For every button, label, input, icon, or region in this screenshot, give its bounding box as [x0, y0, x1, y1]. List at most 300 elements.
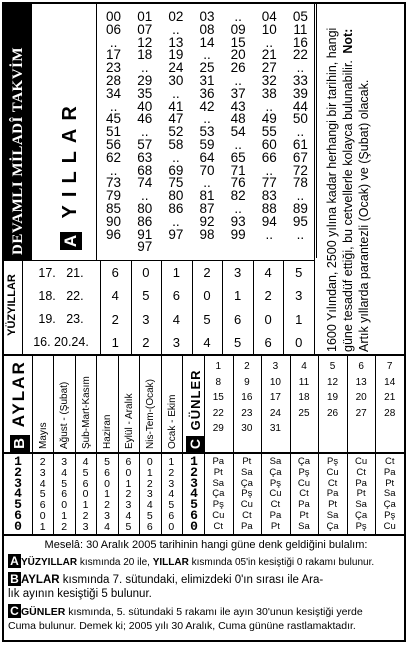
century-value: 4 — [264, 265, 272, 281]
example-b-badge: B — [8, 572, 21, 586]
divider — [161, 454, 162, 534]
digit: 5 — [125, 520, 132, 533]
side-note-bold: Not: — [341, 28, 355, 54]
day-name-column — [261, 457, 290, 533]
digit: 5 — [168, 499, 175, 512]
day-name: Ct — [270, 499, 281, 511]
century-value: 2 — [203, 265, 211, 281]
month-label: Şub-Mart-Kasım — [80, 376, 92, 449]
day-number: 25 — [298, 407, 310, 419]
day-numbers — [204, 356, 404, 452]
month-digit-column — [139, 457, 160, 533]
day-name-column — [347, 457, 376, 533]
century-value: 1 — [172, 265, 181, 281]
example-a-badge: A — [8, 554, 21, 568]
year-cell: .. — [265, 34, 274, 50]
day-name: Pa — [298, 499, 310, 511]
year-cell: 04 — [261, 9, 277, 24]
day-name-column — [204, 457, 233, 533]
example-a-bold-1: YÜZYILLAR — [21, 557, 78, 568]
digit: 2 — [146, 477, 153, 490]
year-cell: 09 — [230, 21, 246, 37]
year-cell: .. — [109, 162, 118, 178]
day-name: Pt — [328, 499, 338, 511]
year-cell: .. — [109, 98, 118, 114]
day-name: Sa — [212, 477, 225, 489]
digit: 3 — [190, 475, 198, 491]
divider — [318, 356, 319, 452]
example-c-bold: GÜNLER — [21, 606, 66, 618]
divider — [314, 261, 315, 354]
year-cell: 22 — [292, 47, 308, 63]
day-number-column — [375, 359, 404, 421]
century-value: 0 — [203, 288, 211, 304]
day-number: 31 — [269, 423, 281, 434]
digit: 4 — [146, 499, 153, 512]
day-name: Ça — [355, 509, 368, 521]
example-c-badge: C — [8, 604, 21, 618]
divider — [53, 454, 54, 534]
day-name: Cu — [355, 456, 368, 467]
day-number-column — [204, 359, 233, 437]
day-name: Pa — [355, 477, 367, 489]
day-number: 23 — [241, 407, 253, 419]
day-name: Pş — [384, 509, 396, 521]
digit: 1 — [14, 454, 22, 469]
digit: 2 — [125, 488, 132, 501]
years-column — [285, 11, 316, 241]
year-cell: 51 — [106, 124, 122, 140]
example-line-b-2: lık ayının kesiştiği 5 bulunur. — [8, 588, 152, 600]
divider — [222, 261, 223, 354]
year-cell: 39 — [292, 85, 308, 101]
digit: 2 — [82, 509, 89, 522]
example-a-bold-2: YILLAR — [152, 557, 189, 568]
year-cell: 28 — [106, 72, 122, 88]
day-number: 4 — [301, 361, 307, 372]
day-number: 6 — [358, 361, 364, 372]
century-value: 5 — [233, 334, 242, 350]
century-label: 19. 23. — [38, 312, 84, 327]
digit: 3 — [82, 520, 89, 533]
century-value: 6 — [233, 311, 242, 327]
centuries-label: YÜZYILLAR — [6, 274, 18, 336]
year-cell: .. — [109, 34, 118, 50]
century-value: 2 — [111, 311, 119, 327]
century-value: 0 — [142, 265, 150, 281]
digit: 3 — [125, 499, 132, 512]
year-cell: 01 — [137, 9, 153, 24]
digit: 1 — [39, 520, 46, 533]
century-value: 3 — [295, 288, 303, 304]
day-number: 10 — [269, 376, 281, 388]
divider — [375, 356, 376, 452]
year-cell: .. — [140, 124, 149, 140]
day-name-column — [318, 457, 347, 533]
day-number: 12 — [327, 376, 339, 388]
century-value: 2 — [142, 334, 150, 350]
day-name: Ct — [213, 520, 224, 532]
day-number-column — [233, 359, 262, 437]
year-cell: 93 — [230, 213, 246, 229]
day-number: 14 — [384, 376, 396, 388]
month-digit-column — [53, 457, 74, 533]
day-name: Ça — [240, 477, 253, 489]
year-cell: 54 — [230, 124, 246, 140]
year-cell: 98 — [199, 226, 215, 242]
day-name: Sa — [298, 520, 310, 532]
digit: 0 — [146, 456, 153, 468]
digit: 1 — [190, 454, 198, 469]
year-cell: 32 — [261, 72, 277, 88]
day-name: Pa — [326, 488, 339, 500]
example-a-text-1: kısmında 20 ile, — [77, 557, 153, 568]
year-cell: 49 — [261, 111, 277, 127]
digit: 5 — [82, 466, 89, 479]
year-cell: 07 — [137, 21, 153, 37]
year-cell: .. — [140, 188, 149, 204]
century-value: 3 — [172, 334, 181, 350]
digit: 6 — [168, 509, 175, 522]
digit: 0 — [14, 518, 22, 534]
day-name: Pt — [242, 456, 252, 467]
year-cell: .. — [296, 124, 305, 140]
year-cell: .. — [172, 213, 180, 229]
year-cell: 18 — [137, 47, 153, 63]
digit: 6 — [39, 499, 46, 512]
year-cell: 43 — [230, 98, 246, 114]
century-label: 17. 21. — [38, 265, 84, 280]
year-cell: 83 — [261, 188, 277, 204]
digit: 3 — [61, 456, 68, 468]
year-cell: 66 — [261, 149, 277, 165]
divider — [290, 356, 291, 452]
day-name: Pa — [383, 466, 396, 478]
digit: 4 — [39, 477, 46, 490]
century-value: 6 — [264, 334, 272, 350]
year-cell: 79 — [106, 188, 122, 204]
example-title: Meselâ: 30 Aralık 2005 tarihinin hangi güne denk geldiğini bulalım: — [44, 539, 368, 551]
day-name-column — [375, 457, 404, 533]
divider — [100, 261, 101, 354]
divider — [316, 4, 317, 258]
year-cell: 64 — [199, 149, 215, 165]
divider — [233, 356, 234, 452]
day-name: Cu — [383, 520, 396, 532]
digit: 4 — [168, 488, 175, 501]
day-name: Pt — [270, 520, 280, 532]
digit: 1 — [82, 499, 89, 512]
year-cell: 72 — [292, 162, 308, 178]
example-box — [8, 538, 404, 633]
digit: 0 — [125, 466, 132, 479]
digit: 5 — [39, 488, 46, 501]
year-cell: 46 — [137, 111, 153, 127]
digit: 3 — [168, 477, 175, 490]
day-number-column — [318, 359, 347, 421]
example-line-c-2: Cuma bulunur. Demek ki; 2005 yılı 30 Aralık, Cuma gününe rastlamaktadır. — [8, 620, 356, 632]
divider — [131, 261, 132, 354]
section-b-label — [8, 352, 30, 452]
digit: 2 — [61, 520, 68, 533]
year-cell: 55 — [261, 124, 277, 140]
day-name: Pş — [298, 466, 310, 478]
years-column — [254, 11, 285, 241]
day-name: Cu — [240, 499, 253, 511]
year-cell: .. — [234, 200, 242, 216]
day-name: Pa — [269, 509, 282, 521]
day-number: 13 — [355, 376, 367, 388]
year-cell: 97 — [168, 226, 184, 242]
year-cell: 11 — [293, 21, 308, 37]
month-digit-column — [32, 457, 53, 533]
digit: 2 — [104, 499, 110, 512]
day-number: 16 — [241, 392, 253, 403]
divider — [96, 4, 97, 260]
year-cell: 91 — [137, 226, 153, 242]
divider — [118, 356, 119, 452]
digit: 5 — [61, 477, 68, 490]
month-label: Mayıs — [38, 422, 49, 449]
day-number: 15 — [212, 392, 224, 403]
day-number: 20 — [355, 392, 367, 403]
digit: 4 — [61, 466, 68, 479]
year-cell: 17 — [106, 47, 122, 63]
year-cell: 80 — [168, 188, 184, 204]
year-cell: 42 — [199, 98, 215, 114]
day-name: Ct — [356, 466, 366, 478]
years-column — [160, 11, 191, 241]
digit: 0 — [39, 509, 46, 522]
divider — [75, 356, 76, 452]
year-cell: 35 — [137, 85, 153, 101]
digit: 2 — [168, 466, 175, 479]
digit: 5 — [14, 497, 22, 513]
year-cell: 87 — [199, 200, 215, 216]
year-cell: 27 — [261, 60, 277, 76]
years-column — [191, 11, 222, 241]
century-value: 3 — [233, 265, 242, 281]
year-cell: 12 — [137, 34, 153, 50]
digit: 0 — [104, 477, 110, 490]
year-cell: 40 — [137, 98, 153, 114]
year-cell: 62 — [106, 149, 122, 165]
section-a-word: YILLAR — [59, 98, 81, 219]
day-number: 11 — [298, 376, 310, 388]
digit: 5 — [104, 456, 110, 468]
years-column — [223, 11, 254, 241]
year-cell: 85 — [106, 200, 122, 216]
day-name: Sa — [326, 509, 339, 521]
digit: 6 — [190, 507, 198, 523]
year-cell: 88 — [261, 200, 277, 216]
year-cell: 61 — [292, 136, 308, 152]
year-cell: 19 — [168, 47, 184, 63]
year-cell: 57 — [137, 136, 153, 152]
day-name: Cu — [269, 488, 282, 500]
digit: 6 — [61, 488, 68, 501]
day-name: Pa — [241, 520, 253, 532]
divider — [261, 454, 262, 534]
year-cell: 81 — [199, 188, 215, 204]
year-cell: 95 — [292, 213, 308, 229]
digit: 2 — [39, 456, 46, 468]
month-digit-column — [96, 457, 117, 533]
year-cell: .. — [203, 175, 211, 191]
side-note-text: 1600 Yılından, 2500 yılına kadar herhangi bir tarihin, hangi güne tesadüf ettiği, bu cetvellerle kolayca bulunabilir. — [325, 27, 355, 352]
divider — [283, 261, 284, 354]
digit: 6 — [82, 477, 89, 490]
year-cell: 67 — [292, 149, 308, 165]
year-cell: 74 — [137, 175, 153, 191]
century-value: 5 — [203, 311, 211, 327]
day-name: Sa — [355, 499, 367, 511]
digit: 1 — [168, 456, 175, 468]
day-name: Sa — [383, 488, 396, 500]
year-cell: .. — [172, 149, 180, 165]
year-cell: .. — [296, 60, 305, 76]
year-cell: 99 — [230, 226, 246, 242]
divider — [139, 356, 140, 452]
year-cell: .. — [265, 98, 274, 114]
day-number: 21 — [384, 392, 396, 403]
digit: 2 — [14, 464, 22, 480]
year-cell: 69 — [168, 162, 184, 178]
day-name: Ça — [297, 456, 311, 467]
year-cell: 25 — [199, 60, 215, 76]
year-cell: 38 — [261, 85, 277, 101]
divider — [192, 261, 193, 354]
year-cell: 86 — [168, 200, 184, 216]
example-line-b — [8, 572, 404, 587]
divider — [253, 261, 254, 354]
lookup-table — [4, 454, 406, 534]
year-cell: 23 — [106, 60, 122, 76]
months-header — [32, 356, 182, 452]
year-cell: 33 — [292, 72, 308, 88]
year-cell: 53 — [199, 124, 215, 140]
century-value: 1 — [295, 311, 303, 327]
day-name-column — [233, 457, 262, 533]
year-cell: .. — [265, 226, 274, 242]
divider — [118, 454, 119, 534]
century-value: 4 — [172, 311, 181, 327]
century-value: 1 — [233, 288, 242, 304]
year-cell: .. — [234, 72, 242, 88]
divider — [290, 454, 291, 534]
day-number: 1 — [215, 361, 222, 372]
year-cell: 71 — [230, 162, 246, 178]
year-cell: .. — [234, 136, 242, 152]
divider — [53, 356, 54, 452]
day-number: 18 — [298, 392, 310, 403]
year-cell: 20 — [230, 47, 246, 63]
divider — [375, 454, 376, 534]
section-a-badge: A — [60, 232, 82, 250]
year-cell: 73 — [106, 175, 122, 191]
year-cell: 89 — [292, 200, 308, 216]
divider — [96, 356, 97, 452]
year-cell: 00 — [106, 9, 122, 24]
divider — [4, 534, 406, 536]
divider — [233, 454, 234, 534]
century-value: 0 — [295, 334, 303, 350]
digit: 6 — [14, 507, 22, 523]
day-name: Ct — [242, 509, 252, 521]
century-value: 6 — [111, 265, 119, 281]
side-note — [324, 7, 372, 352]
example-line-a — [8, 554, 404, 570]
year-cell: 80 — [137, 200, 153, 216]
year-cell: 59 — [199, 136, 215, 152]
year-cell: 76 — [230, 175, 246, 191]
year-cell: 86 — [137, 213, 153, 229]
example-c-text: kısmında, 5. sütundaki 5 rakamı ile ayın 30'unun kesiştiği yerde — [65, 606, 363, 618]
year-cell: 90 — [106, 213, 122, 229]
divider — [161, 261, 162, 354]
century-value: 1 — [111, 334, 119, 350]
digit: 4 — [125, 509, 132, 522]
year-cell: 03 — [199, 9, 215, 24]
section-b-badge: B — [10, 435, 30, 452]
day-name: Pş — [212, 499, 224, 511]
year-cell: .. — [296, 226, 305, 242]
divider — [139, 454, 140, 534]
year-cell: 31 — [199, 72, 215, 88]
digit: 4 — [104, 520, 110, 533]
year-cell: 48 — [230, 111, 246, 127]
month-label: Ağust - (Şubat) — [59, 381, 71, 449]
day-name: Cu — [326, 466, 339, 478]
year-cell: 34 — [106, 85, 122, 101]
century-value: 5 — [295, 265, 303, 281]
divider — [182, 454, 183, 534]
year-cell: 05 — [292, 9, 308, 24]
year-cell: 16 — [292, 34, 308, 50]
month-digit-column — [118, 457, 139, 533]
year-cell: 78 — [292, 175, 308, 191]
year-cell: 10 — [261, 21, 277, 37]
day-number: 24 — [269, 407, 281, 419]
year-cell: .. — [203, 111, 211, 127]
day-number: 22 — [212, 407, 224, 419]
example-a-text-2: kısmında 05'in kesiştiği 0 rakamı bulunur. — [188, 557, 375, 568]
section-c-label — [186, 352, 205, 452]
page-title: DEVAMLI MİLADÎ TAKVİM — [10, 46, 26, 255]
day-number: 7 — [386, 361, 393, 372]
year-cell: 37 — [230, 85, 246, 101]
divider — [261, 356, 262, 452]
digit: 3 — [39, 466, 46, 479]
example-b-text: kısmında 7. sütundaki, elimizdeki 0'ın sırası ile Ara- — [59, 574, 324, 586]
month-label: Ocak - Ekim — [166, 394, 178, 449]
day-number-column — [290, 359, 319, 421]
digit: 2 — [190, 464, 198, 480]
day-name: Ct — [299, 488, 309, 500]
day-number-column — [347, 359, 376, 421]
digit: 4 — [14, 486, 22, 502]
month-label: Nis-Tem-(Ocak) — [145, 379, 157, 449]
century-value: 0 — [264, 311, 272, 327]
year-cell: 02 — [168, 9, 184, 24]
day-name: Pş — [327, 456, 339, 467]
divider — [318, 454, 319, 534]
year-cell: .. — [234, 9, 242, 24]
year-cell: 44 — [292, 98, 308, 114]
year-cell: 58 — [168, 136, 184, 152]
century-value: 2 — [264, 288, 272, 304]
year-cell: 06 — [106, 21, 122, 37]
